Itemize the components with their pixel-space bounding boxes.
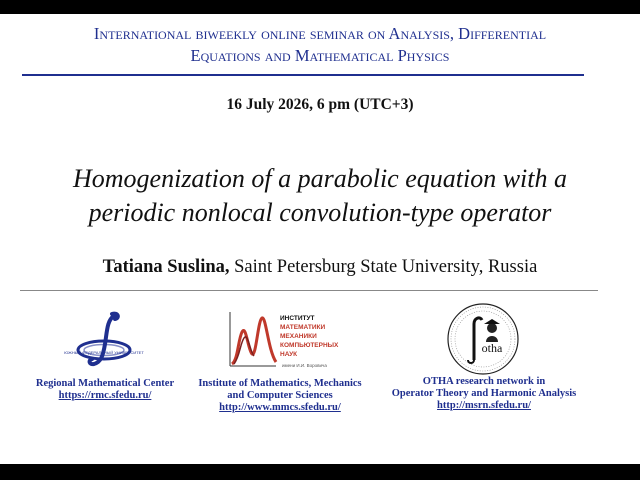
otha-caption xyxy=(378,376,590,412)
mmcs-caption xyxy=(184,378,376,414)
talk-title xyxy=(0,162,640,230)
speaker-name: Tatiana Suslina, xyxy=(102,257,230,277)
mmcs-name-line-2: and Computer Sciences xyxy=(227,390,333,401)
speaker-line xyxy=(0,257,640,278)
mmcs-logo-subtitle: имени И.И. Воровича xyxy=(282,363,327,368)
mmcs-logo-line-4: КОМПЬЮТЕРНЫХ xyxy=(280,342,339,349)
mmcs-link[interactable]: http://www.mmcs.sfedu.ru/ xyxy=(219,402,341,413)
header-line-1: International biweekly online seminar on Analysis, Differential xyxy=(93,24,547,43)
header-line-2: Equations and Mathematical Physics xyxy=(190,46,450,65)
mmcs-logo-line-3: МЕХАНИКИ xyxy=(280,333,317,340)
talk-date: 16 July 2026, 6 pm (UTC+3) xyxy=(226,96,414,113)
rmc-caption xyxy=(24,378,186,402)
otha-link[interactable]: http://msrn.sfedu.ru/ xyxy=(437,400,531,411)
talk-title-line-2: periodic nonlocal convolution-type operator xyxy=(88,198,552,227)
seminar-header xyxy=(0,23,640,67)
mmcs-logo xyxy=(224,310,342,370)
otha-logo-text: otha xyxy=(481,341,503,355)
mmcs-logo-line-5: НАУК xyxy=(280,351,298,358)
mmcs-name-line-1: Institute of Mathematics, Mechanics xyxy=(198,378,362,389)
mmcs-logo-line-2: МАТЕМАТИКИ xyxy=(280,324,326,331)
rmc-link[interactable]: https://rmc.sfedu.ru/ xyxy=(58,390,152,401)
rmc-logo-text: ЮЖНЫЙ ФЕДЕРАЛЬНЫЙ УНИВЕРСИТЕТ xyxy=(64,350,144,355)
talk-title-line-1: Homogenization of a parabolic equation with a xyxy=(73,164,567,193)
mmcs-logo-line-1: ИНСТИТУТ xyxy=(280,315,315,322)
otha-name-line-1: OTHA research network in xyxy=(422,376,546,387)
otha-name-line-2: Operator Theory and Harmonic Analysis xyxy=(391,388,577,399)
seminar-slide xyxy=(0,14,640,464)
header-divider xyxy=(22,74,584,76)
rmc-name: Regional Mathematical Center xyxy=(35,378,175,389)
rmc-logo xyxy=(64,310,144,368)
speaker-affiliation: Saint Petersburg State University, Russia xyxy=(234,257,538,277)
section-divider xyxy=(20,290,598,291)
otha-logo xyxy=(446,302,520,376)
